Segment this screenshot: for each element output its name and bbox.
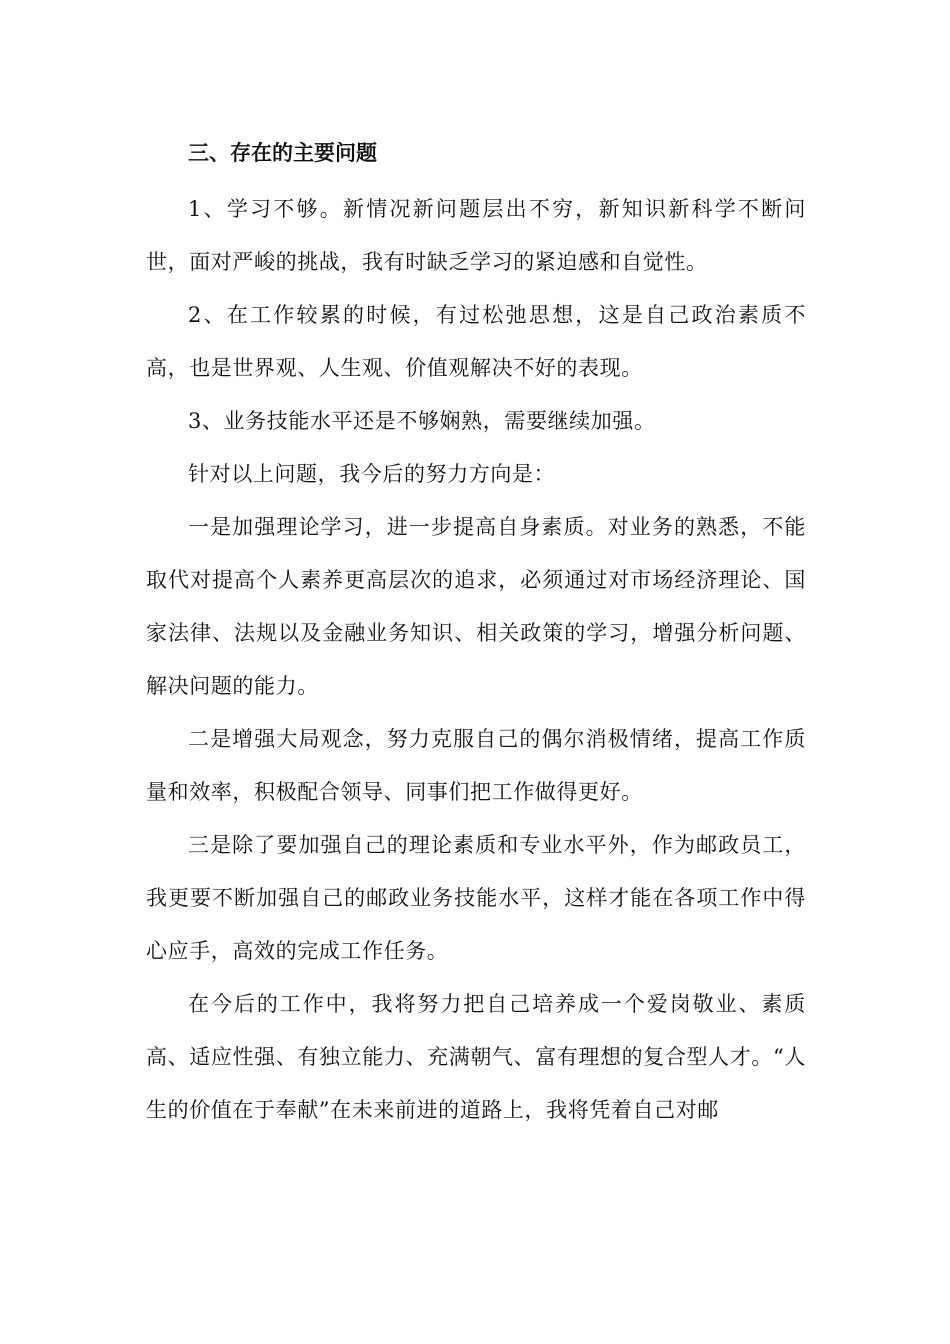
paragraph-direction-2: 二是增强大局观念，努力克服自己的偶尔消极情绪，提高工作质量和效率，积极配合领导、同事们把工作做得更好。 bbox=[146, 727, 806, 804]
paragraph-problem-3: 3、业务技能水平还是不够娴熟，需要继续加强。 bbox=[188, 409, 656, 433]
paragraph-conclusion: 在今后的工作中，我将努力把自己培养成一个爱岗敬业、素质高、适应性强、有独立能力、充满朝气、富有理想的复合型人才。“人生的价值在于奉献”在未来前进的道路上，我将凭着自己对邮 bbox=[146, 992, 806, 1122]
paragraph-direction-1: 一是加强理论学习，进一步提高自身素质。对业务的熟悉，不能取代对提高个人素养更高层次的追求，必须通过对市场经济理论、国家法律、法规以及金融业务知识、相关政策的学习，增强分析问题、解决问题的能力。 bbox=[146, 515, 806, 698]
paragraph-problem-2: 2、在工作较累的时候，有过松弛思想，这是自己政治素质不高，也是世界观、人生观、价值观解决不好的表现。 bbox=[146, 303, 806, 380]
paragraph-direction-3: 三是除了要加强自己的理论素质和专业水平外，作为邮政员工，我更要不断加强自己的邮政业务技能水平，这样才能在各项工作中得心应手，高效的完成工作任务。 bbox=[146, 833, 806, 963]
section-heading: 三、存在的主要问题 bbox=[188, 140, 377, 165]
paragraph-direction-intro: 针对以上问题，我今后的努力方向是： bbox=[188, 462, 556, 486]
paragraph-problem-1: 1、学习不够。新情况新问题层出不穷，新知识新科学不断问世，面对严峻的挑战，我有时缺乏学习的紧迫感和自觉性。 bbox=[146, 197, 806, 274]
document-body bbox=[146, 130, 806, 1137]
